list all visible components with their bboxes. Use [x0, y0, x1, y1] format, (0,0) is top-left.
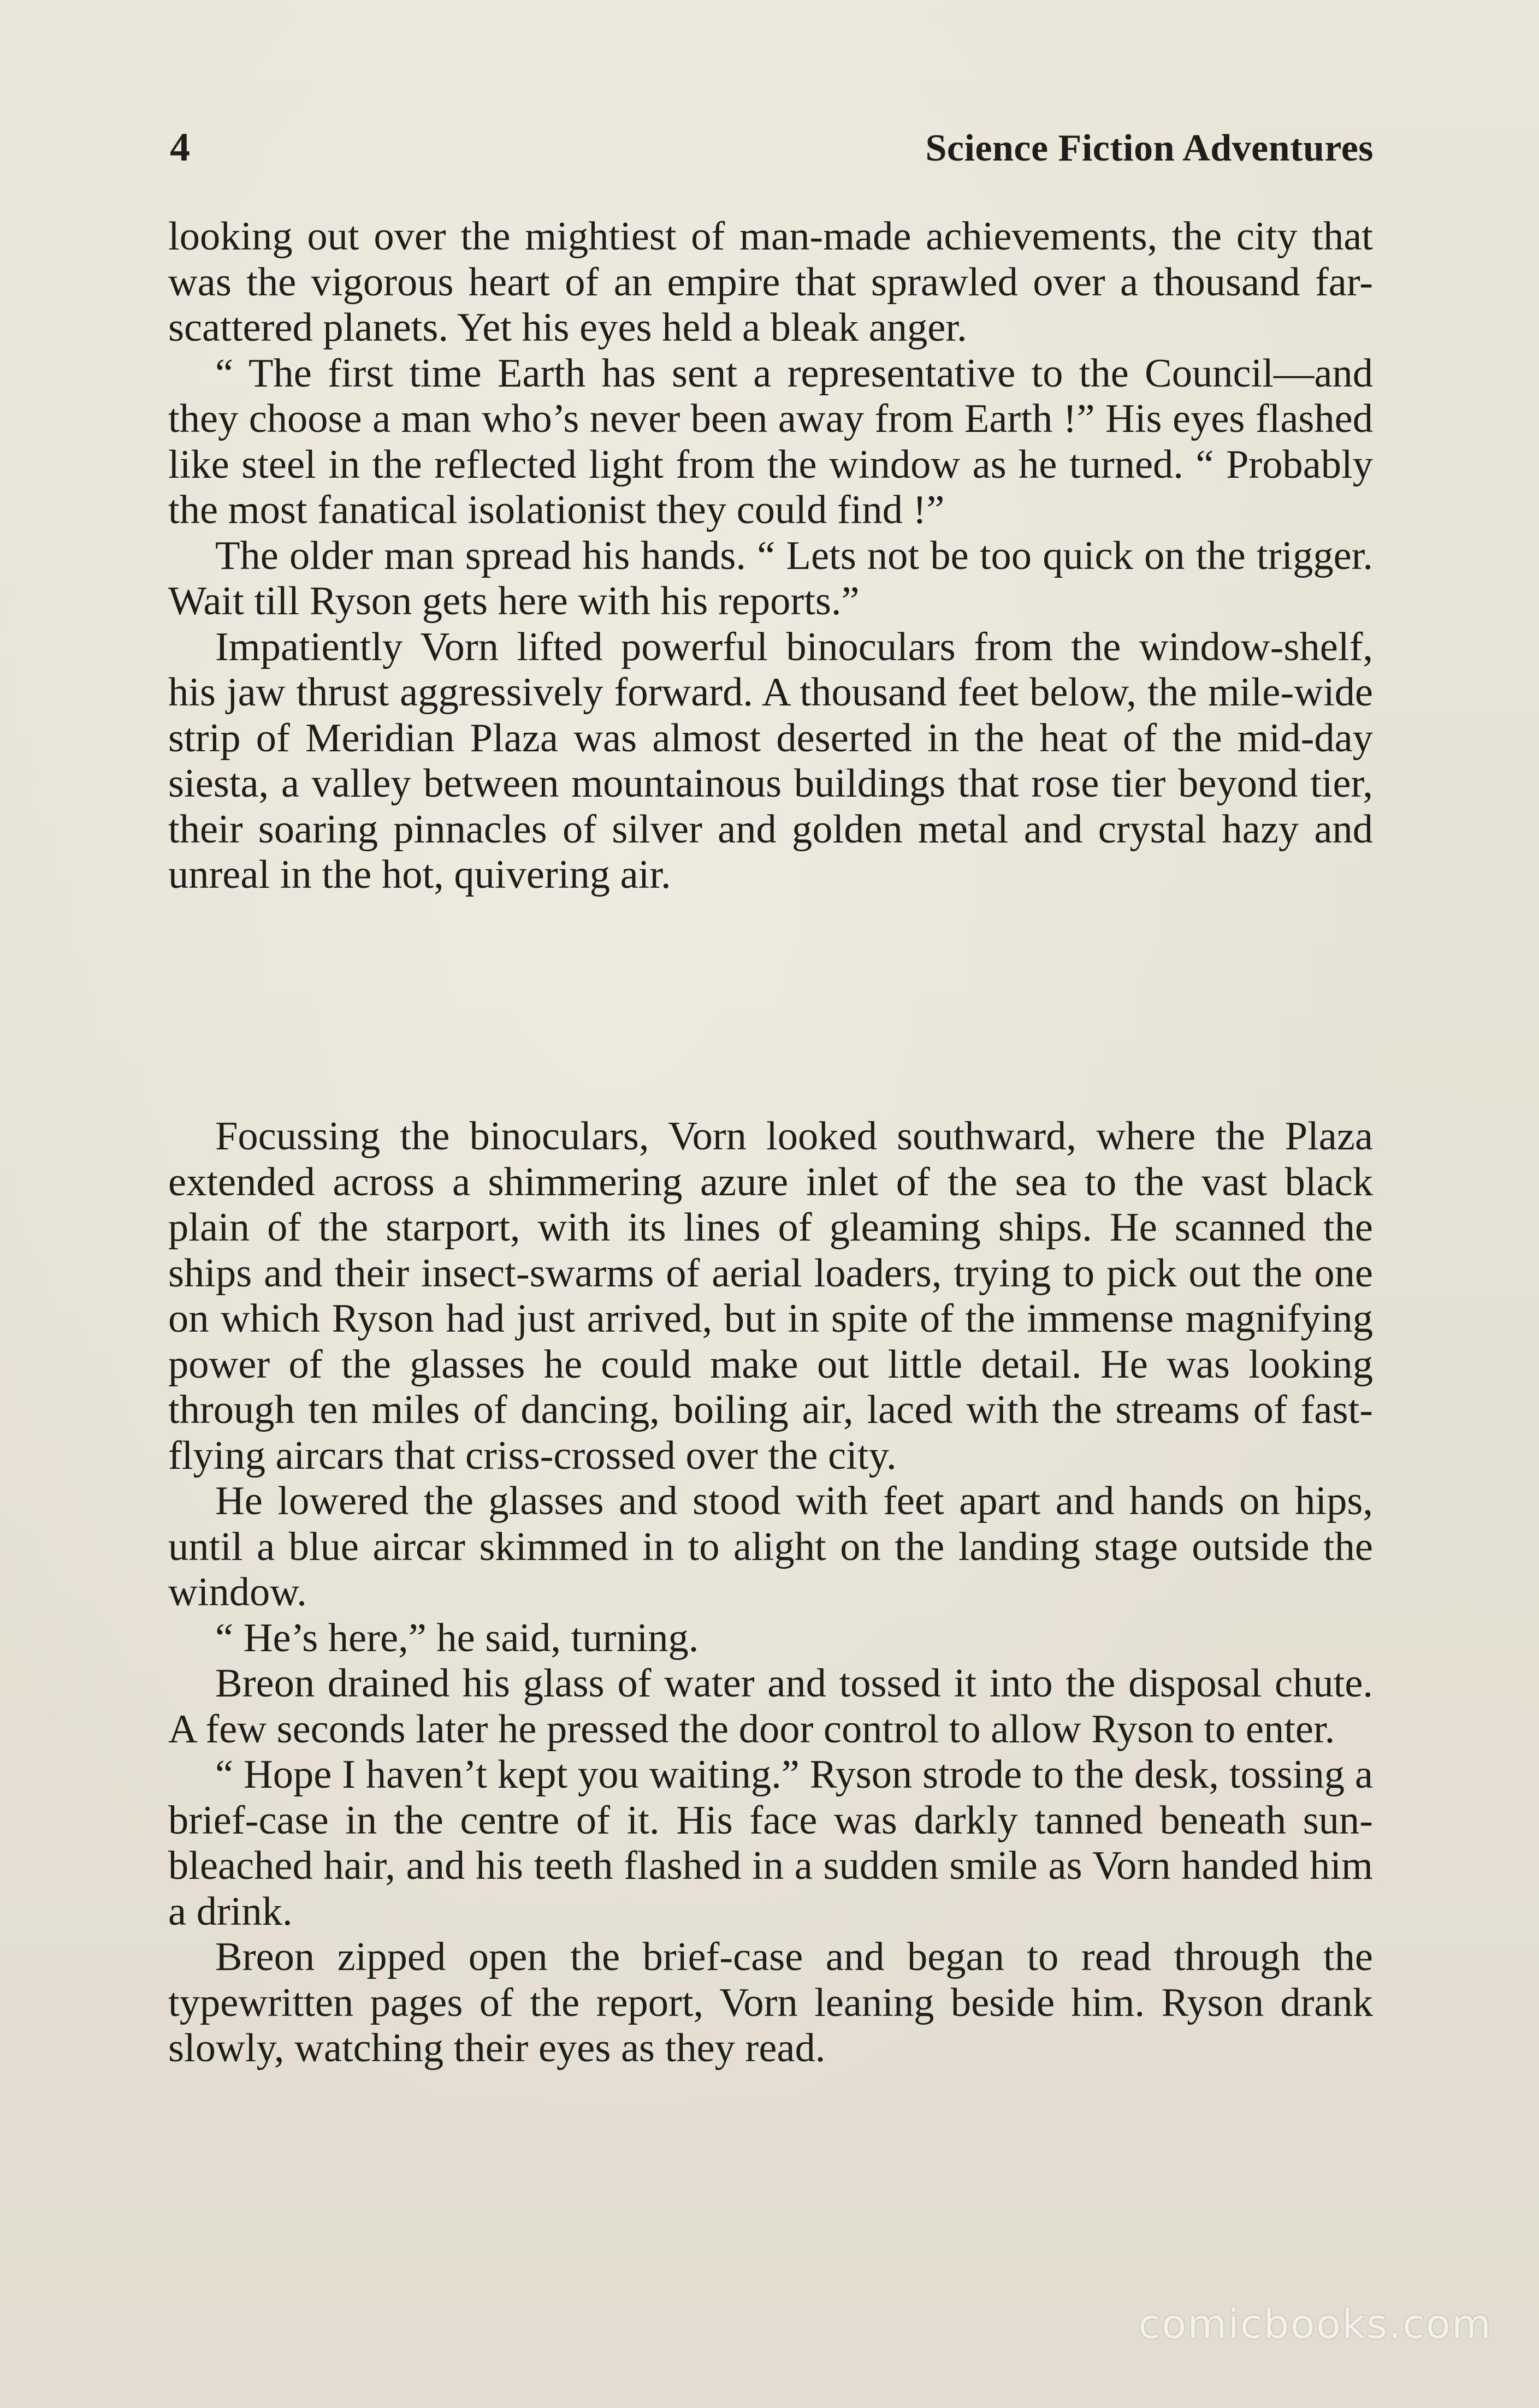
watermark: comicbooks.com: [1138, 2301, 1492, 2348]
paragraph: Focussing the binoculars, Vorn looked southward, where the Plaza extended across a shimmering azure inlet of the sea to the vast black plain of the starport, with its lines of gleaming ships. He scanned the ships and their insect-swarms of aerial loaders, trying to pick out the one on which Ryson had just arrived, but in spite of the immense magnifying power of the glasses he could make out little detail. He was looking through ten miles of dancing, boiling air, laced with the streams of fast-flying aircars that criss-crossed over the city.: [168, 1114, 1373, 1478]
paragraph: Breon drained his glass of water and tossed it into the disposal chute. A few seconds later he pressed the door control to allow Ryson to enter.: [168, 1661, 1373, 1752]
paragraph: “ The first time Earth has sent a representative to the Council—and they choose a man who’s never been away from Earth !” His eyes flashed like steel in the reflected light from the window as he turned. “ Probably the most fanatical isolationist they could find !”: [168, 351, 1373, 532]
text-section-1: [168, 214, 1373, 898]
paragraph: “ Hope I haven’t kept you waiting.” Ryson strode to the desk, tossing a brief-case in the centre of it. His face was darkly tanned beneath sun-bleached hair, and his teeth flashed in a sudden smile as Vorn handed him a drink.: [168, 1752, 1373, 1934]
paragraph: Breon zipped open the brief-case and began to read through the typewritten pages of the report, Vorn leaning beside him. Ryson drank slowly, watching their eyes as they read.: [168, 1935, 1373, 2071]
paragraph: Impatiently Vorn lifted powerful binoculars from the window-shelf, his jaw thrust aggressively forward. A thousand feet below, the mile-wide strip of Meridian Plaza was almost deserted in the heat of the mid-day siesta, a valley between mountainous buildings that rose tier beyond tier, their soaring pinnacles of silver and golden metal and crystal hazy and unreal in the hot, quivering air.: [168, 624, 1373, 897]
text-section-2: [168, 1114, 1373, 2072]
paragraph-continued: looking out over the mightiest of man-made achievements, the city that was the vigorous heart of an empire that sprawled over a thousand far-scattered planets. Yet his eyes held a bleak anger.: [168, 214, 1373, 350]
page-number: 4: [170, 125, 191, 170]
paragraph: “ He’s here,” he said, turning.: [215, 1615, 699, 1660]
running-title: Science Fiction Adventures: [925, 127, 1374, 169]
paragraph: The older man spread his hands. “ Lets not be too quick on the trigger. Wait till Ryson gets here with his reports.”: [168, 533, 1373, 624]
page-header: [170, 124, 1374, 174]
paragraph: He lowered the glasses and stood with feet apart and hands on hips, until a blue aircar skimmed in to alight on the landing stage outside the window.: [168, 1479, 1373, 1615]
